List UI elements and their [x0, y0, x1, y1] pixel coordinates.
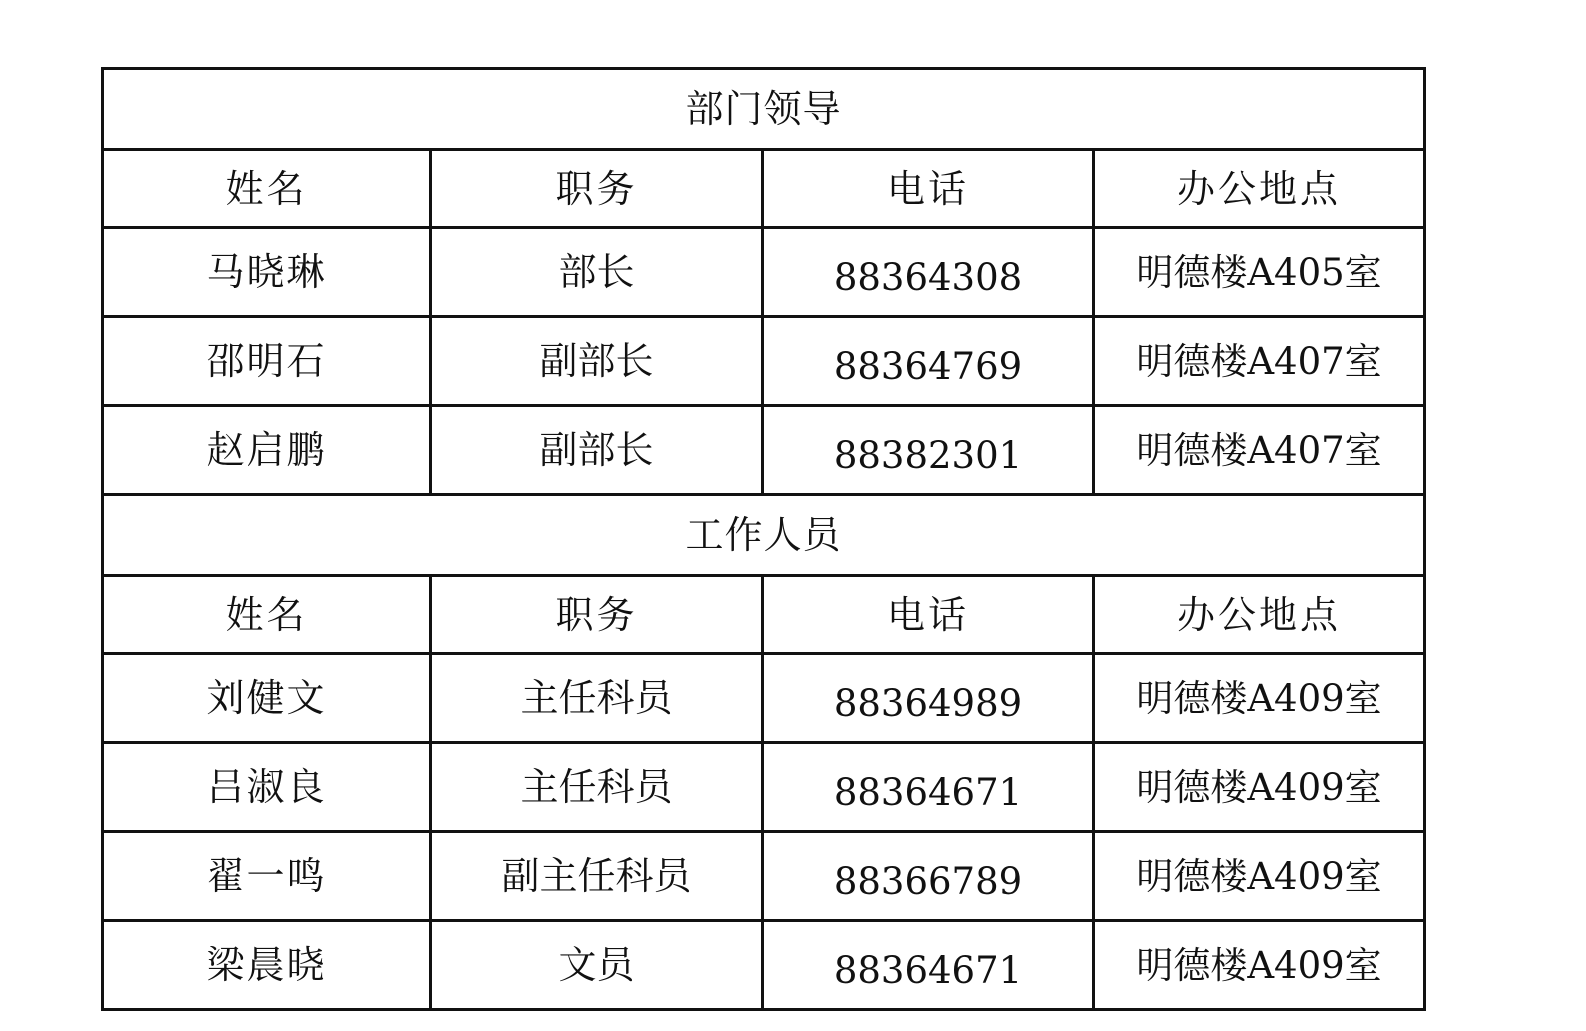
header-phone: 电话: [763, 576, 1094, 654]
cell-phone: 88364308: [763, 228, 1094, 317]
cell-office: 明德楼A407室: [1094, 317, 1425, 406]
cell-position: 主任科员: [431, 654, 763, 743]
table-row: [103, 654, 1425, 743]
cell-office: 明德楼A409室: [1094, 743, 1425, 832]
table-row: [103, 406, 1425, 495]
cell-office: 明德楼A409室: [1094, 832, 1425, 921]
cell-position: 主任科员: [431, 743, 763, 832]
table-row: [103, 317, 1425, 406]
table-row: [103, 228, 1425, 317]
section-title-row: [103, 495, 1425, 576]
table-row: [103, 743, 1425, 832]
table-row: [103, 921, 1425, 1010]
cell-name: 翟一鸣: [103, 832, 431, 921]
cell-phone: 88366789: [763, 832, 1094, 921]
cell-position: 副部长: [431, 406, 763, 495]
cell-phone: 88364671: [763, 743, 1094, 832]
cell-phone: 88364671: [763, 921, 1094, 1010]
cell-name: 马晓琳: [103, 228, 431, 317]
header-phone: 电话: [763, 150, 1094, 228]
section-title-staff: 工作人员: [103, 495, 1425, 576]
header-name: 姓名: [103, 150, 431, 228]
cell-phone: 88364769: [763, 317, 1094, 406]
cell-phone: 88364989: [763, 654, 1094, 743]
cell-office: 明德楼A409室: [1094, 654, 1425, 743]
cell-phone: 88382301: [763, 406, 1094, 495]
header-position: 职务: [431, 150, 763, 228]
header-name: 姓名: [103, 576, 431, 654]
table-row: [103, 832, 1425, 921]
cell-name: 吕淑良: [103, 743, 431, 832]
cell-office: 明德楼A405室: [1094, 228, 1425, 317]
cell-office: 明德楼A409室: [1094, 921, 1425, 1010]
cell-name: 邵明石: [103, 317, 431, 406]
column-header-row: [103, 576, 1425, 654]
cell-position: 部长: [431, 228, 763, 317]
cell-position: 文员: [431, 921, 763, 1010]
header-office: 办公地点: [1094, 576, 1425, 654]
section-title-row: [103, 69, 1425, 150]
cell-name: 赵启鹏: [103, 406, 431, 495]
cell-office: 明德楼A407室: [1094, 406, 1425, 495]
header-position: 职务: [431, 576, 763, 654]
cell-position: 副主任科员: [431, 832, 763, 921]
header-office: 办公地点: [1094, 150, 1425, 228]
column-header-row: [103, 150, 1425, 228]
contact-table: [101, 67, 1426, 1011]
cell-name: 刘健文: [103, 654, 431, 743]
section-title-leaders: 部门领导: [103, 69, 1425, 150]
cell-position: 副部长: [431, 317, 763, 406]
cell-name: 梁晨晓: [103, 921, 431, 1010]
